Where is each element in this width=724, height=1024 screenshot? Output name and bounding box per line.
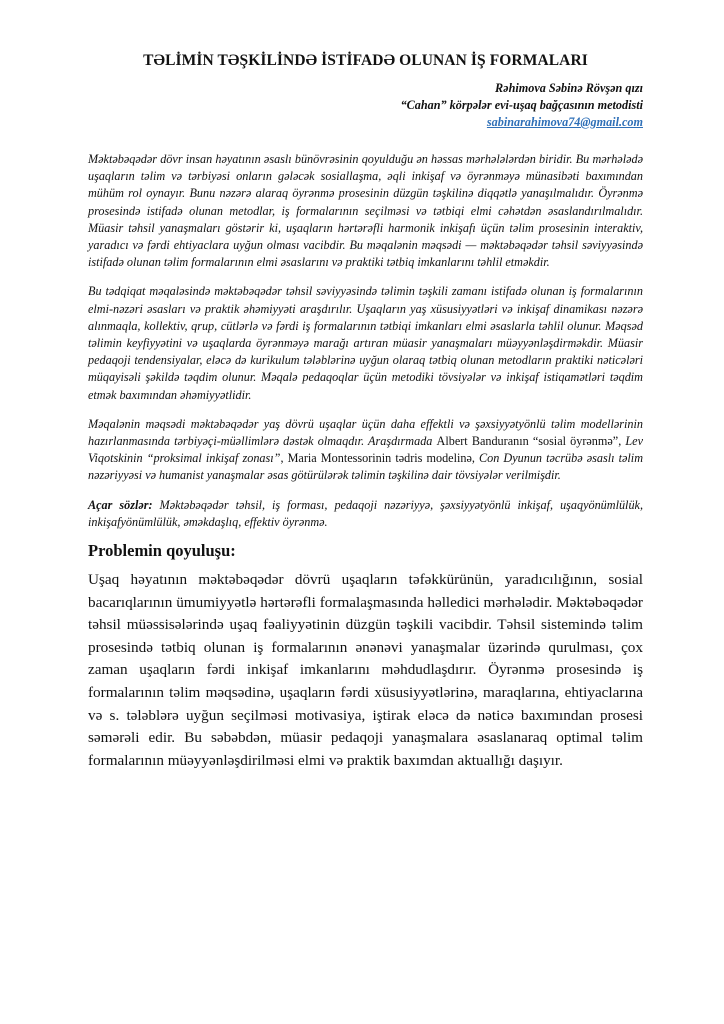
keywords-text: Məktəbəqədər təhsil, iş forması, pedaqoji nəzəriyyə, şəxsiyyətyönlü inkişaf, uşaqyönümlülük, inkişafyönümlülük, əməkdaşlıq, effektiv öyrənmə. xyxy=(88,497,643,529)
abstract-p3-segment-1: Məqalənin məqsədi məktəbəqədər yaş dövrü uşaqlar üçün daha effektli və şəxsiyyətyönlü təlim modellərinin hazırlanmasında tərbiyəçi-müəllimlərə dəstək olmaqdır. Araşdırmada xyxy=(88,416,643,449)
abstract-paragraph-3 xyxy=(88,416,643,485)
keywords xyxy=(88,497,643,531)
section-heading: Problemin qoyuluşu: xyxy=(88,541,236,561)
abstract-p3-segment-3: Lev Viqotskinin “proksimal inkişaf zonası” xyxy=(88,434,643,466)
abstract xyxy=(88,151,643,485)
abstract-p3-segment-4: , Maria Montessorinin tədris modelinə, xyxy=(280,451,479,466)
author-affiliation: “Cahan” körpələr evi-uşaq bağçasının metodisti xyxy=(400,98,643,112)
author-name: Rəhimova Səbinə Rövşən qızı xyxy=(495,81,643,95)
keywords-label: Açar sözlər: xyxy=(88,497,153,512)
section-paragraph: Uşaq həyatının məktəbəqədər dövrü uşaqların təfəkkürünün, yaradıcılığının, sosial bacarıqlarının ümumiyyətlə hərtərəfli formalaşmasında həlledici mərhələdir. Məktəbəqədər təhsil müəssisələrində uşaq fəaliyyətinin düzgün təşkili vacibdir. Təhsil sistemində təlim prosesində tətbiq olunan iş formalarının ənənəvi yanaşmalar üzərində qurulması, çox zaman uşaqların fərdi inkişaf imkanlarını məhdudlaşdırır. Öyrənmə prosesində iş formalarının təlim məqsədinə, uşaqların fərdi xüsusiyyətlərinə, maraqlarına, ehtiyaclarına və s. tələblərə uyğun seçilməsi motivasiya, iştirak eləcə də nəticə baxımından prosesi səmərəli edir. Bu səbəbdən, müasir pedaqoji yanaşmalara əsaslanaraq optimal təlim formalarının müəyyənləşdirilməsi elmi və praktik baxımdan aktuallığı daşıyır. xyxy=(88,571,643,769)
abstract-paragraph-2: Bu tədqiqat məqaləsində məktəbəqədər təhsil səviyyəsində təlimin təşkili zamanı istifadə olunan iş formalarının elmi-nəzəri əsasları və praktik əhəmiyyəti araşdırılır. Uşaqların yaş xüsusiyyətləri və inkişaf dinamikası nəzərə alınmaqla, kollektiv, qrup, cütlərlə və fərdi iş formalarının tətbiqi imkanları elmi əsaslarla təhlil olunur. Məqsəd təlimin keyfiyyətini və uşaqlarda öyrənməyə marağı artıran müasir yanaşmaları müəyyənləşdirməkdir. Müasir pedaqoji tendensiyalar, eləcə də kurikulum tələblərinə uyğun olaraq tətbiq olunan metodların praktiki nəticələri müqayisəli şəkildə təqdim olunur. Məqalə pedaqoqlar üçün metodiki tövsiyələr və inkişaf istiqamətləri təqdim etmək baxımından əhəmiyyətlidir. xyxy=(88,284,643,402)
author-block xyxy=(88,80,643,131)
document-page xyxy=(88,52,643,772)
author-email-link[interactable]: sabinarahimova74@gmail.com xyxy=(486,115,643,129)
paper-title: TƏLİMİN TƏŞKİLİNDƏ İSTİFADƏ OLUNAN İŞ FORMALARI xyxy=(143,52,588,69)
abstract-p3-segment-5: Con Dyunun təcrübə əsaslı təlim nəzəriyyəsi və humanist yanaşmalar əsas götürülərək təlimin təşkilinə dair tövsiyələr verilmişdir. xyxy=(88,451,643,483)
abstract-p3-segment-2: Albert Banduranın “sosial öyrənmə”, xyxy=(436,434,626,449)
abstract-paragraph-1: Məktəbəqədər dövr insan həyatının əsaslı bünövrəsinin qoyulduğu ən həssas mərhələlərdən biridir. Bu mərhələdə uşaqların təlim və tərbiyəsi onların gələcək sosiallaşma, əqli inkişaf və öyrənməyə münasibəti baxımından mühüm rol oynayır. Bunu nəzərə alaraq öyrənmə prosesinin düzgün təşkilinə diqqətlə yanaşılmalıdır. Öyrənmə prosesində istifadə olunan metodlar, iş formalarının seçilməsi və tətbiqi elmi cəhətdən əsaslandırılmalıdır. Müasir təhsil yanaşmaları göstərir ki, uşaqların hərtərəfli harmonik inkişafı üçün təlim prosesinin interaktiv, yaradıcı və fərdi ehtiyaclara uyğun olması vacibdir. Bu məqalənin məqsədi — məktəbəqədər təhsil səviyyəsində istifadə olunan təlim formalarının elmi əsaslarını və praktiki tətbiq imkanlarını təhlil etməkdir. xyxy=(88,152,643,270)
